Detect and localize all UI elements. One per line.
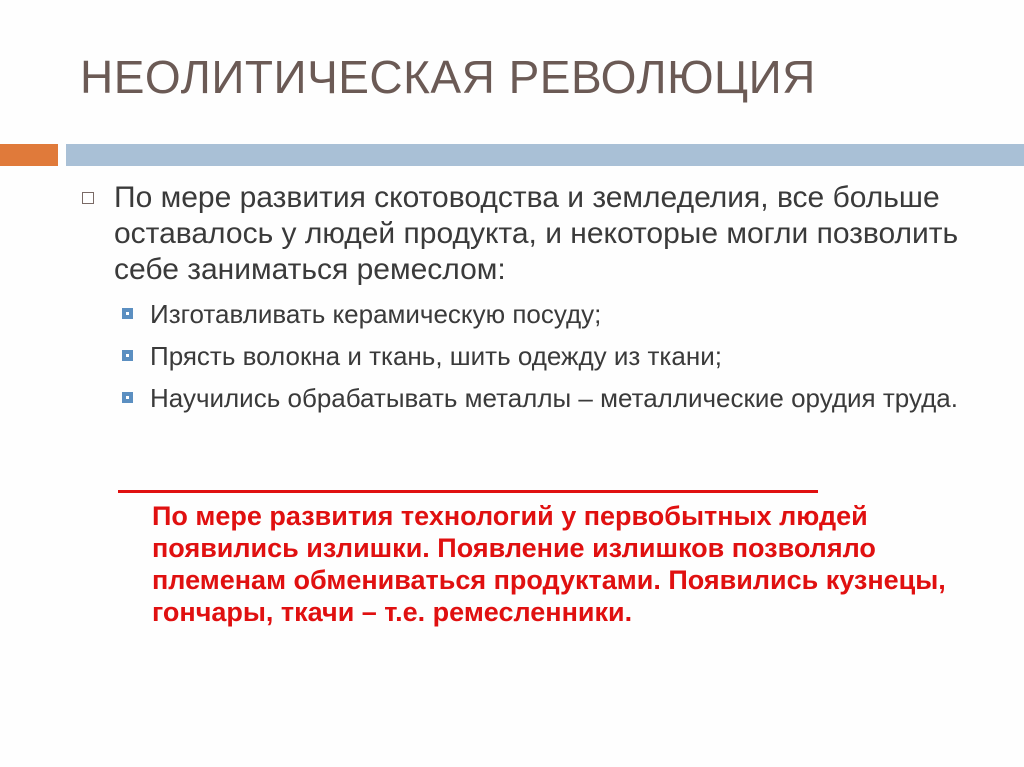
- sub-bullet-text: Научились обрабатывать металлы – металлические орудия труда.: [150, 383, 958, 413]
- sub-bullet-item: [78, 298, 978, 330]
- accent-bar-orange: [0, 144, 58, 166]
- square-outline-bullet-icon: [82, 192, 94, 204]
- note-text: По мере развития технологий у первобытных людей появились излишки. Появление излишков позволяло племенам обмениваться продуктами. Появились кузнецы, гончары, ткачи – т.е. ремесленники.: [152, 501, 946, 627]
- bullet-item-main: [78, 180, 978, 288]
- accent-bar-blue: [66, 144, 1024, 166]
- square-bullet-icon: [122, 392, 133, 403]
- square-bullet-icon: [122, 350, 133, 361]
- slide-title: НЕОЛИТИЧЕСКАЯ РЕВОЛЮЦИЯ: [80, 51, 816, 103]
- sub-bullet-item: [78, 382, 978, 414]
- sub-bullet-text: Прясть волокна и ткань, шить одежду из ткани;: [150, 341, 722, 371]
- square-bullet-icon: [122, 308, 133, 319]
- sub-bullet-text: Изготавливать керамическую посуду;: [150, 299, 602, 329]
- sub-bullet-item: [78, 340, 978, 372]
- bullet-text-main: По мере развития скотоводства и земледелия, все больше оставалось у людей продукта, и некоторые могли позволить себе заниматься ремеслом:: [114, 181, 959, 286]
- note-divider-line: [118, 468, 978, 496]
- highlight-note: [118, 468, 978, 628]
- content-area: [78, 180, 978, 414]
